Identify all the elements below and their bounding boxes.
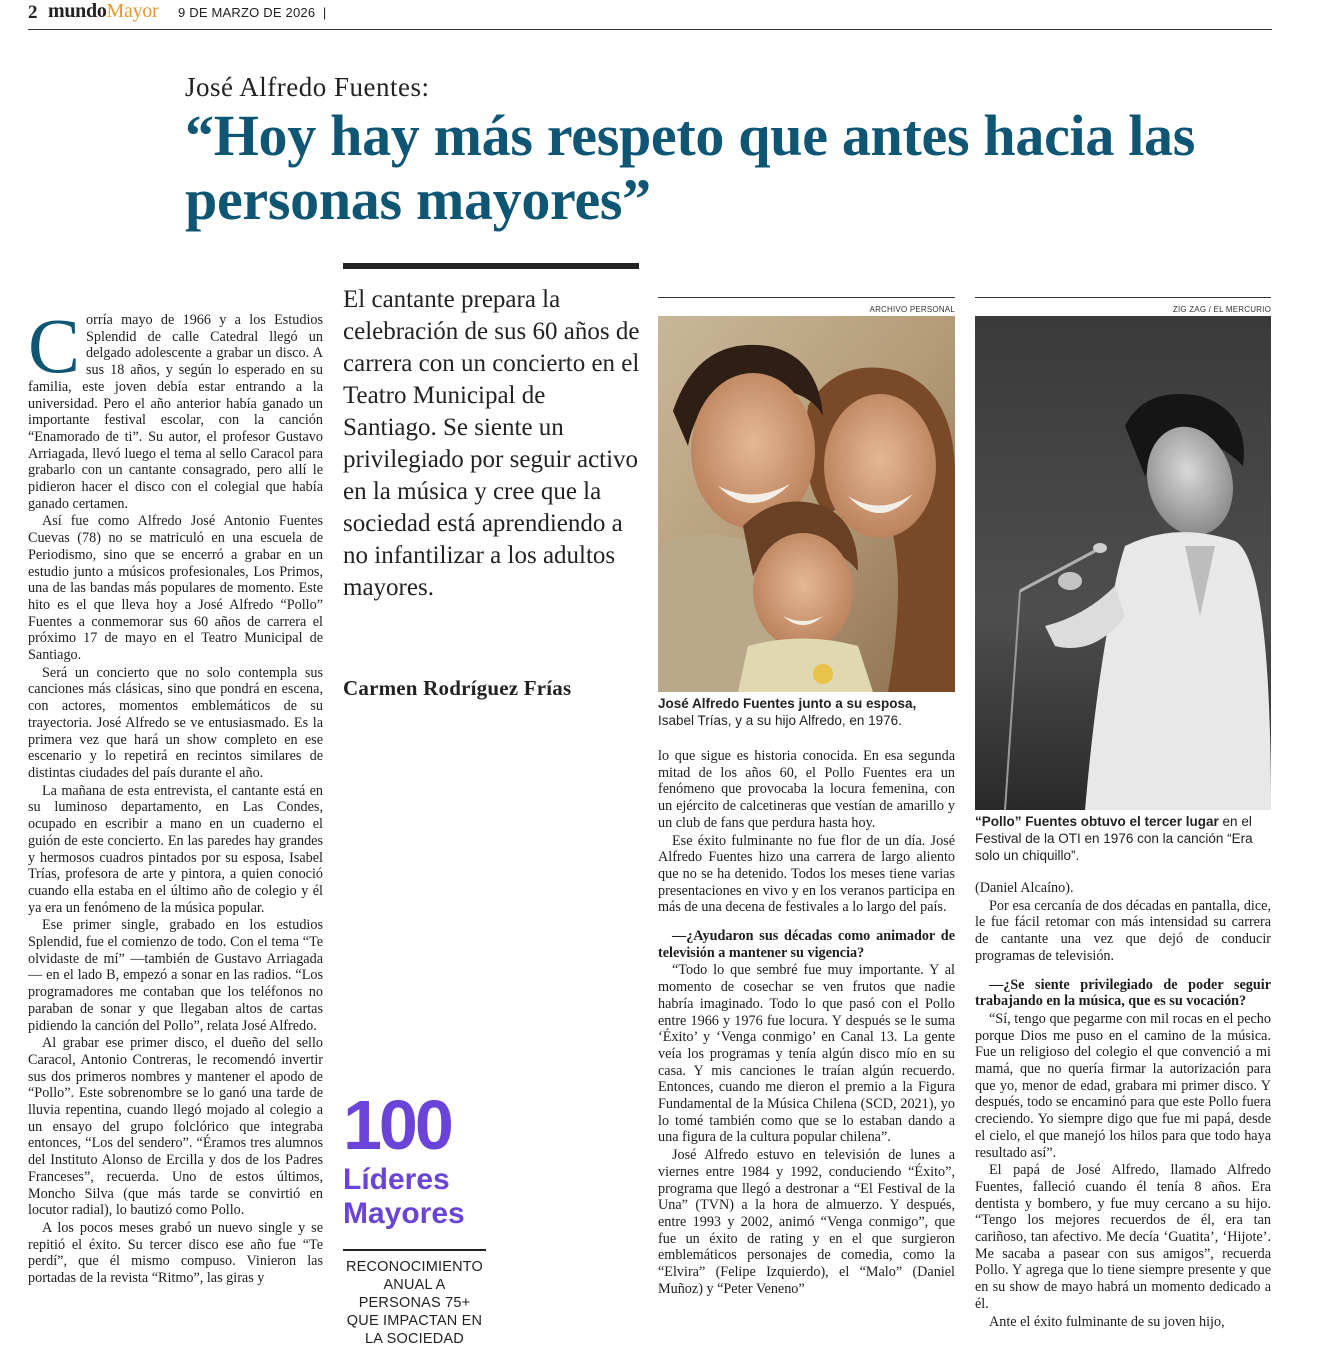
paragraph: (Daniel Alcaíno). xyxy=(975,880,1074,896)
date-separator: | xyxy=(322,5,327,20)
deck-rule xyxy=(343,263,639,269)
paragraph: lo que sigue es historia conocida. En esa segunda mitad de los años 60, el Pollo Fuentes era un fenómeno que provocaba la locura femenina, con un ejército de calcetineras que vestían de amarillo y un club de fans que perdura hasta hoy. xyxy=(658,748,955,831)
photo2-caption xyxy=(975,813,1271,864)
paragraph: Será un concierto que no solo contempla sus canciones más clásicas, sino que pondrá en escena, con actores, momentos emblemáticos de su trayectoria. José Alfredo se ve entusiasmado. Es la primera vez que hará un show completo en ese escenario y lo repetirá en recintos similares de distintas ciudades del país durante el año. xyxy=(28,664,323,781)
photo1-caption-bold: José Alfredo Fuentes junto a su esposa, xyxy=(658,696,917,711)
header-date xyxy=(178,5,326,20)
paragraph: El papá de José Alfredo, llamado Alfredo Fuentes, falleció cuando él tenía 8 años. Era dentista y bombero, y fue muy cercano a su hijo. “Tengo los mejores recuerdos de él, era tan cariñoso, tan afectivo. Me decía ‘Guatita’, ‘Hijote’. Me sacaba a pasear con sus amigos”, recuerda Pollo. Y agrega que lo tiene siempre presente y que en su show de mayo habrá un momento dedicado a él. xyxy=(975,1162,1271,1312)
drop-cap: C xyxy=(28,312,81,389)
photo2-credit: ZIG ZAG / EL MERCURIO xyxy=(1172,305,1271,314)
promo-rule xyxy=(343,1249,486,1251)
article-deck: El cantante prepara la celebración de sus 60 años de carrera con un concierto en el Teatro Municipal de Santiago. Se siente un privilegiado por seguir activo en la música y cree que la sociedad está aprendiendo a no infantilizar a los adultos mayores. xyxy=(343,286,640,601)
photo-family-1976 xyxy=(658,316,955,692)
brand-part1: mundo xyxy=(48,0,107,22)
paragraph: A los pocos meses grabó un nuevo single y se repitió el éxito. Su tercer disco ese año fue “Te perdí”, que él mismo compuso. Vinieron las portadas de la revista “Ritmo”, las giras y xyxy=(28,1219,323,1287)
paragraph: Ese éxito fulminante no fue flor de un día. José Alfredo Fuentes hizo una carrera de largo aliento que no se ha detenido. Todos los meses tiene varias presentaciones en vivo y en los veranos participa en más de una decena de festivales a lo largo del país. xyxy=(658,832,955,916)
photo2-caption-rest: en el Festival de la OTI en 1976 con la canción “Era solo un chiquillo”. xyxy=(975,814,1253,863)
article-headline: “Hoy hay más respeto que antes hacia las personas mayores” xyxy=(185,103,1196,232)
paragraph: Por esa cercanía de dos décadas en pantalla, dice, le fue fácil retomar con más intensidad su carrera de cantante una vez que dejó de conducir programas de televisión. xyxy=(975,897,1271,964)
page-number: 2 xyxy=(28,2,38,23)
paragraph: Al grabar ese primer disco, el dueño del sello Caracol, Antonio Contreras, le recomendó invertir sus dos primeros nombres y mantener el apodo de “Pollo”. Este sobrenombre se lo ganó una tarde de lluvia repentina, cuando llegó mojado al colegio a un ensayo del grupo folclórico que integraba entonces, “Los del sendero”. “Éramos tres alumnos del Instituto Alonso de Ercilla y dos de los Padres Franceses”, recuerda. Uno de estos últimos, Moncho Silva (que más tarde se convirtió en locutor radial), lo bautizó como Pollo. xyxy=(28,1035,323,1219)
article-column-3 xyxy=(658,748,955,1360)
paragraph: Ese primer single, grabado en los estudios Splendid, fue el comienzo de todo. Con el tema “Te olvidaste de mí” —también de Gustavo Arriagada— en el lado B, empezó a sonar en las radios. “Los programadores me contaban que los teléfonos no paraban de sonar y que llegaban altos de cartas pidiendo la canción del Pollo”, relata José Alfredo. xyxy=(28,917,323,1034)
paragraph: Ante el éxito fulminante de su joven hijo, xyxy=(989,1313,1225,1330)
photo2-rule xyxy=(975,297,1271,298)
photo1-credit: ARCHIVO PERSONAL xyxy=(869,305,955,314)
paragraph: La mañana de esta entrevista, el cantante está en su luminoso departamento, en Las Condes, ocupado en escribir a mano en un cuaderno el guión de este concierto. En las paredes hay grandes y hermosos cuadros pintados por su esposa, Isabel Trías, profesora de arte y pintora, a quien conoció cuando ella estaba en el último año de colegio y él ya era un fenómeno de la música popular. xyxy=(28,782,323,916)
interview-question: —¿Ayudaron sus décadas como animador de televisión a mantener su vigencia? xyxy=(658,928,955,961)
brand-logo xyxy=(48,0,158,23)
photo1-rule xyxy=(658,297,955,298)
photo1-caption-rest: Isabel Trías, y a su hijo Alfredo, en 1976. xyxy=(658,713,902,728)
photo1-caption xyxy=(658,695,955,729)
article-kicker: José Alfredo Fuentes: xyxy=(185,72,430,102)
photo2-caption-bold: “Pollo” Fuentes obtuvo el tercer lugar xyxy=(975,814,1219,829)
promo-number: 100 xyxy=(343,1086,451,1164)
photo2-image xyxy=(975,316,1271,810)
promo-caption: RECONOCIMIENTO ANUAL A PERSONAS 75+ QUE IMPACTAN EN LA SOCIEDAD xyxy=(345,1259,484,1347)
date-text: 9 DE MARZO DE 2026 xyxy=(178,5,316,20)
paragraph: José Alfredo estuvo en televisión de lunes a viernes entre 1984 y 1992, conduciendo “Éxito”, programa que llegó a destronar a “El Festival de la Una” (TVN) a la hora de almuerzo. Y después, entre 1993 y 2002, animó “Venga conmigo”, que fue un éxito de rating y en el que surgieron emblemáticos personajes de comedia, como la “Elvira” (Felipe Izquierdo), el “Malo” (Daniel Muñoz) y “Peter Veneno” xyxy=(658,1147,955,1297)
paragraph: Así fue como Alfredo José Antonio Fuentes Cuevas (78) no se matriculó en una escuela de Periodismo, sino que se encerró a grabar en un estudio junto a músicos profesionales, Los Primos, una de las bandas más populares de momento. Este hito es el que lleva hoy a José Alfredo “Pollo” Fuentes a conmemorar sus 60 años de carrera el próximo 17 de mayo en el Teatro Municipal de Santiago. xyxy=(28,513,323,664)
brand-part2: Mayor xyxy=(106,0,159,22)
paragraph: orría mayo de 1966 y a los Estudios Splendid de calle Catedral llegó un delgado adolescente a grabar un disco. A sus 18 años, y según lo esperado en su familia, este joven debía estar entrando a la universidad. Pero el año anterior había ganado un importante festival escolar, con la canción “Enamorado de ti”. Su autor, el profesor Gustavo Arriagada, llevó luego el tema al sello Caracol para grabarlo con un cantante consagrado, pero allí le pidieron hacer el disco con el colegial que había ganado certamen. xyxy=(28,312,323,512)
article-byline: Carmen Rodríguez Frías xyxy=(343,676,572,700)
promo-line-1: Líderes xyxy=(343,1163,450,1196)
paragraph: “Todo lo que sembré fue muy importante. Y al momento de cosechar se ven frutos que nadie habría imaginado. Todo lo que pasó con el Pollo entre 1966 y 1976 fue locura. Y después se le suma ‘Éxito’ y ‘Venga conmigo’ en Canal 13. La gente veía los programas y tenía algún disco mío en su casa. Y mis canciones le traían algún recuerdo. Entonces, cuando me dieron el premio a la Figura Fundamental de la Música Chilena (SCD, 2021), yo lo tomé también como que se lo estaban dando a una figura de la cultura popular chilena”. xyxy=(658,962,955,1146)
photo-singer-oti-1976 xyxy=(975,316,1271,810)
paragraph: “Sí, tengo que pegarme con mil rocas en el pecho porque Dios me puso en el camino de la música. Fue un religioso del colegio el que convenció a mi mamá, que no quería firmar la autorización para que yo, menor de edad, grabara mi primer disco. Y después, todo se encaminó para que este Pollo fuera creciendo. Yo siempre digo que fue mi papá, desde el cielo, el que manejó los hilos para que todo haya resultado así”. xyxy=(975,1010,1271,1161)
article-column-1 xyxy=(28,312,323,1360)
header-rule xyxy=(28,29,1272,30)
promo-line-2: Mayores xyxy=(343,1197,465,1230)
article-column-4 xyxy=(975,880,1271,1360)
interview-question: —¿Se siente privilegiado de poder seguir trabajando en la música, que es su vocación? xyxy=(975,976,1271,1010)
photo1-image xyxy=(658,316,955,692)
promo-title xyxy=(343,1163,465,1231)
